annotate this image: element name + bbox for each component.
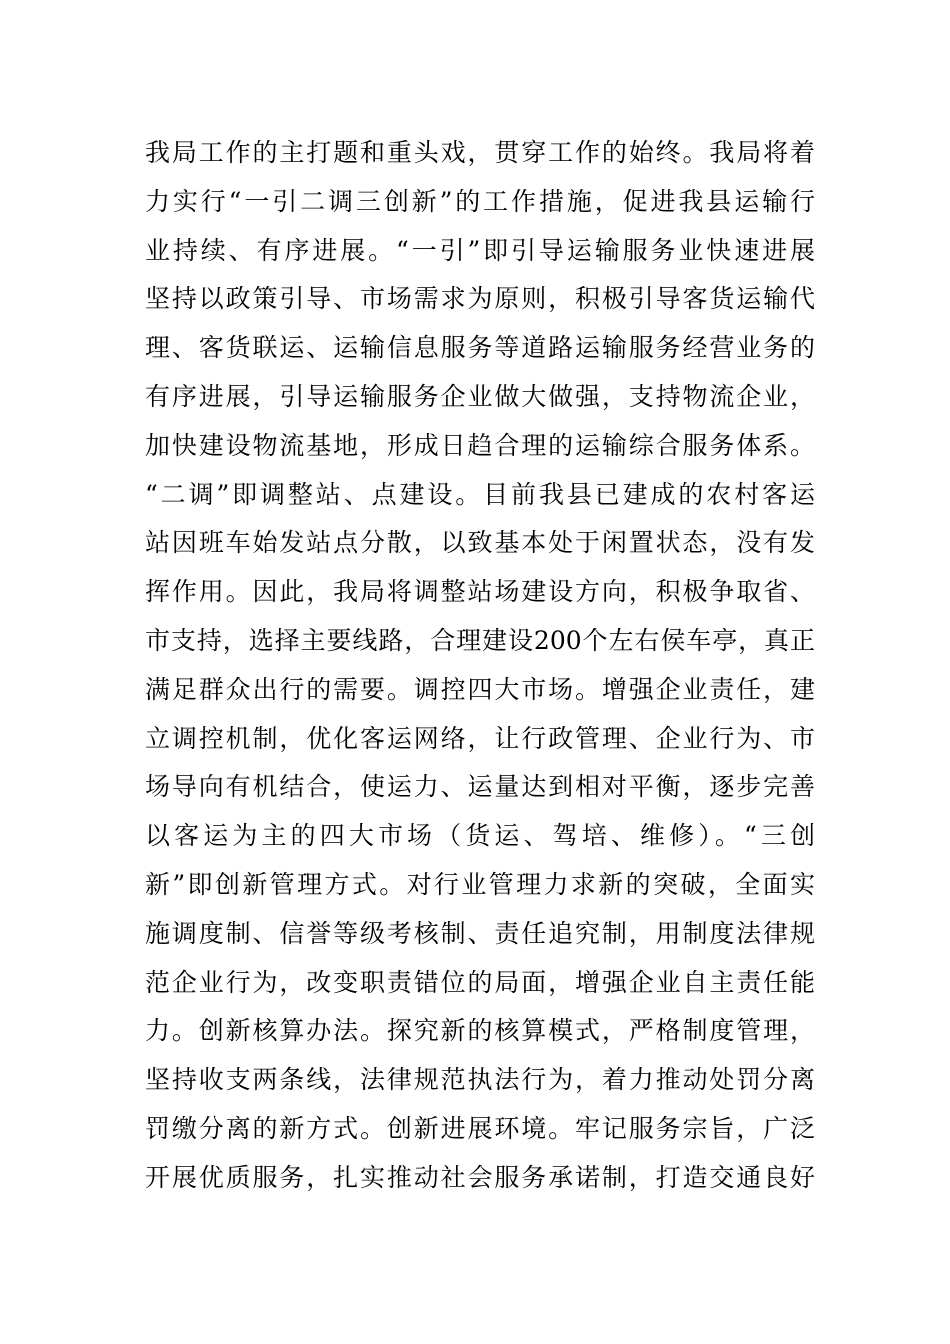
text-line: 理、客货联运、运输信息服务等道路运输服务经营业务的 — [145, 333, 815, 363]
text-line: 施调度制、信誉等级考核制、责任追究制，用制度法律规 — [145, 918, 815, 948]
text-line: 范企业行为，改变职责错位的局面，增强企业自主责任能 — [145, 967, 815, 997]
text-line: 坚持收支两条线，法律规范执法行为，着力推动处罚分离 — [145, 1065, 815, 1095]
text-line: 坚持以政策引导、市场需求为原则，积极引导客货运输代 — [145, 284, 815, 314]
text-line: 力。创新核算办法。探究新的核算模式，严格制度管理， — [145, 1016, 815, 1046]
body-text — [145, 129, 815, 1203]
text-line: 有序进展，引导运输服务企业做大做强，支持物流企业， — [145, 381, 815, 411]
text-line: 以客运为主的四大市场（货运、驾培、维修）。“三创 — [145, 821, 815, 851]
text-line: 站因班车始发站点分散，以致基本处于闲置状态，没有发 — [145, 528, 815, 558]
text-line: 开展优质服务，扎实推动社会服务承诺制，打造交通良好 — [145, 1162, 815, 1192]
text-line: 我局工作的主打题和重头戏，贯穿工作的始终。我局将着 — [145, 138, 815, 167]
text-line: 罚缴分离的新方式。创新进展环境。牢记服务宗旨，广泛 — [145, 1113, 815, 1143]
text-line: 新”即创新管理方式。对行业管理力求新的突破，全面实 — [145, 869, 815, 899]
text-line: 加快建设物流基地，形成日趋合理的运输综合服务体系。 — [145, 430, 815, 460]
text-line: 场导向有机结合，使运力、运量达到相对平衡，逐步完善 — [145, 772, 815, 802]
text-line: 力实行“一引二调三创新”的工作措施，促进我县运输行 — [145, 186, 815, 216]
text-line: 立调控机制，优化客运网络，让行政管理、企业行为、市 — [145, 723, 815, 753]
text-line: “二调”即调整站、点建设。目前我县已建成的农村客运 — [145, 479, 815, 509]
text-line: 市支持，选择主要线路，合理建设200个左右侯车亭，真正 — [145, 625, 815, 655]
text-line: 业持续、有序进展。“一引”即引导运输服务业快速进展 — [145, 235, 815, 265]
text-line: 挥作用。因此，我局将调整站场建设方向，积极争取省、 — [145, 577, 815, 607]
text-line: 满足群众出行的需要。调控四大市场。增强企业责任，建 — [145, 674, 815, 704]
